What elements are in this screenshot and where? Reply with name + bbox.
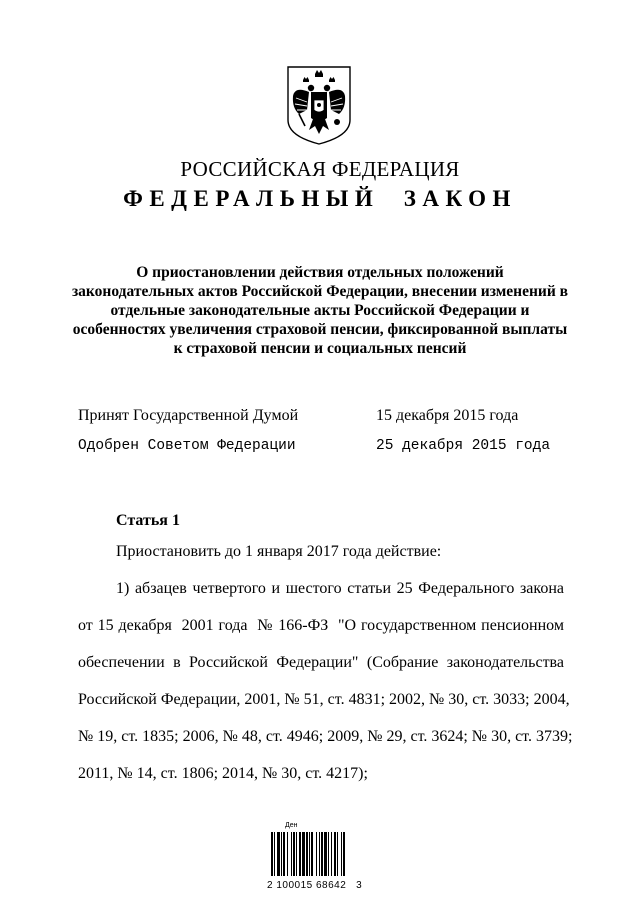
document-barcode — [267, 822, 375, 890]
council-approval-date: 25 декабря 2015 года — [376, 438, 551, 454]
article-heading: Статья 1 — [116, 512, 180, 529]
law-title-line: отдельные законодательные акты Российской Федерации и — [110, 302, 530, 319]
law-title-line: к страховой пенсии и социальных пенсий — [173, 340, 467, 357]
country-name: РОССИЙСКАЯ ФЕДЕРАЦИЯ — [180, 157, 460, 181]
barcode-logo: Ден — [285, 822, 298, 829]
article-text-line: от 15 декабря 2001 года № 166-ФЗ "О государственном пенсионном — [78, 617, 564, 634]
russian-coat-of-arms-icon — [285, 64, 353, 146]
article-text-line: Российской Федерации, 2001, № 51, ст. 4831; 2002, № 30, ст. 3033; 2004, — [78, 691, 570, 708]
law-title-line: О приостановлении действия отдельных положений — [136, 264, 504, 281]
barcode-bars — [271, 832, 367, 876]
article-text-line: обеспечении в Российской Федерации" (Собрание законодательства — [78, 654, 564, 671]
duma-adoption-label: Принят Государственной Думой — [78, 407, 299, 424]
law-title — [60, 263, 580, 358]
law-title-line: особенностях увеличения страховой пенсии, фиксированной выплаты — [72, 321, 568, 338]
barcode-number: 2 100015 68642 3 — [267, 880, 363, 891]
law-type-heading: ФЕДЕРАЛЬНЫЙ ЗАКОН — [123, 186, 517, 211]
article-text-line: 2011, № 14, ст. 1806; 2014, № 30, ст. 4217); — [78, 765, 368, 782]
law-title-line: законодательных актов Российской Федерации, внесении изменений в — [71, 283, 569, 300]
council-approval-label: Одобрен Советом Федерации — [78, 438, 296, 454]
article-text-line: 1) абзацев четвертого и шестого статьи 25 Федерального закона — [116, 580, 564, 597]
article-text-line: № 19, ст. 1835; 2006, № 48, ст. 4946; 2009, № 29, ст. 3624; № 30, ст. 3739; — [78, 728, 573, 745]
article-intro: Приостановить до 1 января 2017 года действие: — [116, 543, 442, 560]
duma-adoption-date: 15 декабря 2015 года — [376, 407, 519, 424]
